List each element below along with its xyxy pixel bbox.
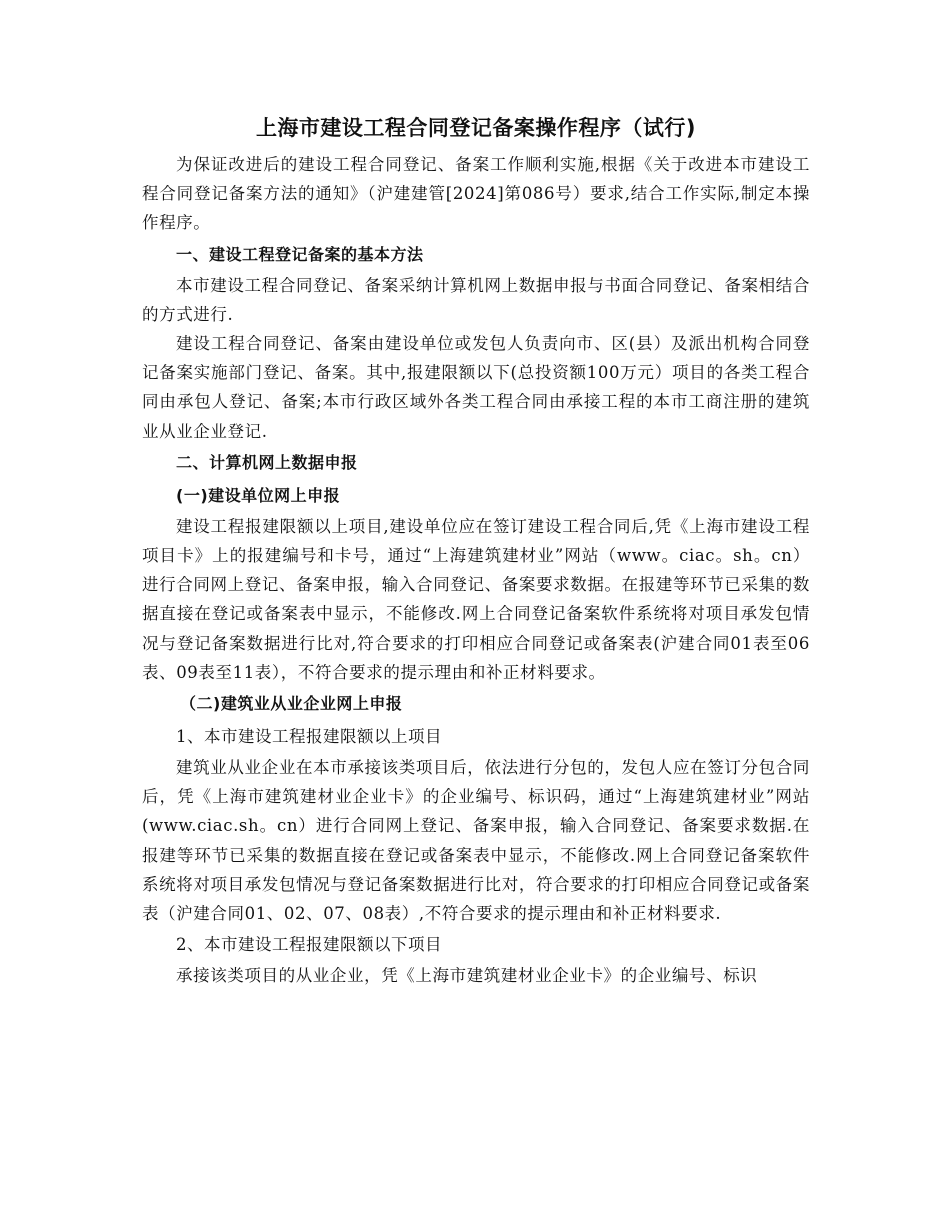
subsection-1-paragraph: 建设工程报建限额以上项目,建设单位应在签订建设工程合同后,凭《上海市建设工程项目卡》上的报建编号和卡号，通过“上海建筑建材业”网站（www。ciac。sh。cn）进行合同网上登记、备案申报，输入合同登记、备案要求数据。在报建等环节已采集的数据直接在登记或备案表中显示，不能修改.网上合同登记备案软件系统将对项目承发包情况与登记备案数据进行比对,符合要求的打印相应合同登记或备案表(沪建合同01表至06表、09表至11表），不符合要求的提示理由和补正材料要求。 [142, 516, 810, 682]
document-title: 上海市建设工程合同登记备案操作程序（试行) [255, 116, 697, 140]
subsection-1-heading: (一)建设单位网上申报 [176, 485, 341, 505]
section-1-paragraph-2: 建设工程合同登记、备案由建设单位或发包人负责向市、区(县）及派出机构合同登记备案实施部门登记、备案。其中,报建限额以下(总投资额100万元）项目的各类工程合同由承包人登记、备案;本市行政区域外各类工程合同由承接工程的本市工商注册的建筑业从业企业登记. [142, 334, 810, 441]
section-2-heading: 二、计算机网上数据申报 [176, 452, 358, 472]
subsection-2-heading: （二)建筑业从业企业网上申报 [180, 694, 403, 714]
document-page [142, 112, 810, 990]
intro-paragraph: 为保证改进后的建设工程合同登记、备案工作顺利实施,根据《关于改进本市建设工程合同登记备案方法的通知》（沪建建管[2024]第086号）要求,结合工作实际,制定本操作程序。 [142, 155, 810, 233]
item-1-label: 1、本市建设工程报建限额以上项目 [176, 727, 442, 747]
section-1-heading: 一、建设工程登记备案的基本方法 [176, 244, 424, 264]
item-1-paragraph: 建筑业从业企业在本市承接该类项目后，依法进行分包的，发包人应在签订分包合同后，凭《上海市建筑建材业企业卡》的企业编号、标识码，通过“上海建筑建材业”网站(www.ciac.sh。cn）进行合同网上登记、备案申报，输入合同登记、备案要求数据.在报建等环节已采集的数据直接在登记或备案表中显示，不能修改.网上合同登记备案软件系统将对项目承发包情况与登记备案数据进行比对，符合要求的打印相应合同登记或备案表（沪建合同01、02、07、08表）,不符合要求的提示理由和补正材料要求. [142, 758, 810, 924]
item-2-paragraph: 承接该类项目的从业企业，凭《上海市建筑建材业企业卡》的企业编号、标识 [176, 966, 758, 986]
section-1-paragraph-1: 本市建设工程合同登记、备案采纳计算机网上数据申报与书面合同登记、备案相结合的方式进行. [142, 275, 810, 324]
item-2-label: 2、本市建设工程报建限额以下项目 [176, 935, 442, 955]
